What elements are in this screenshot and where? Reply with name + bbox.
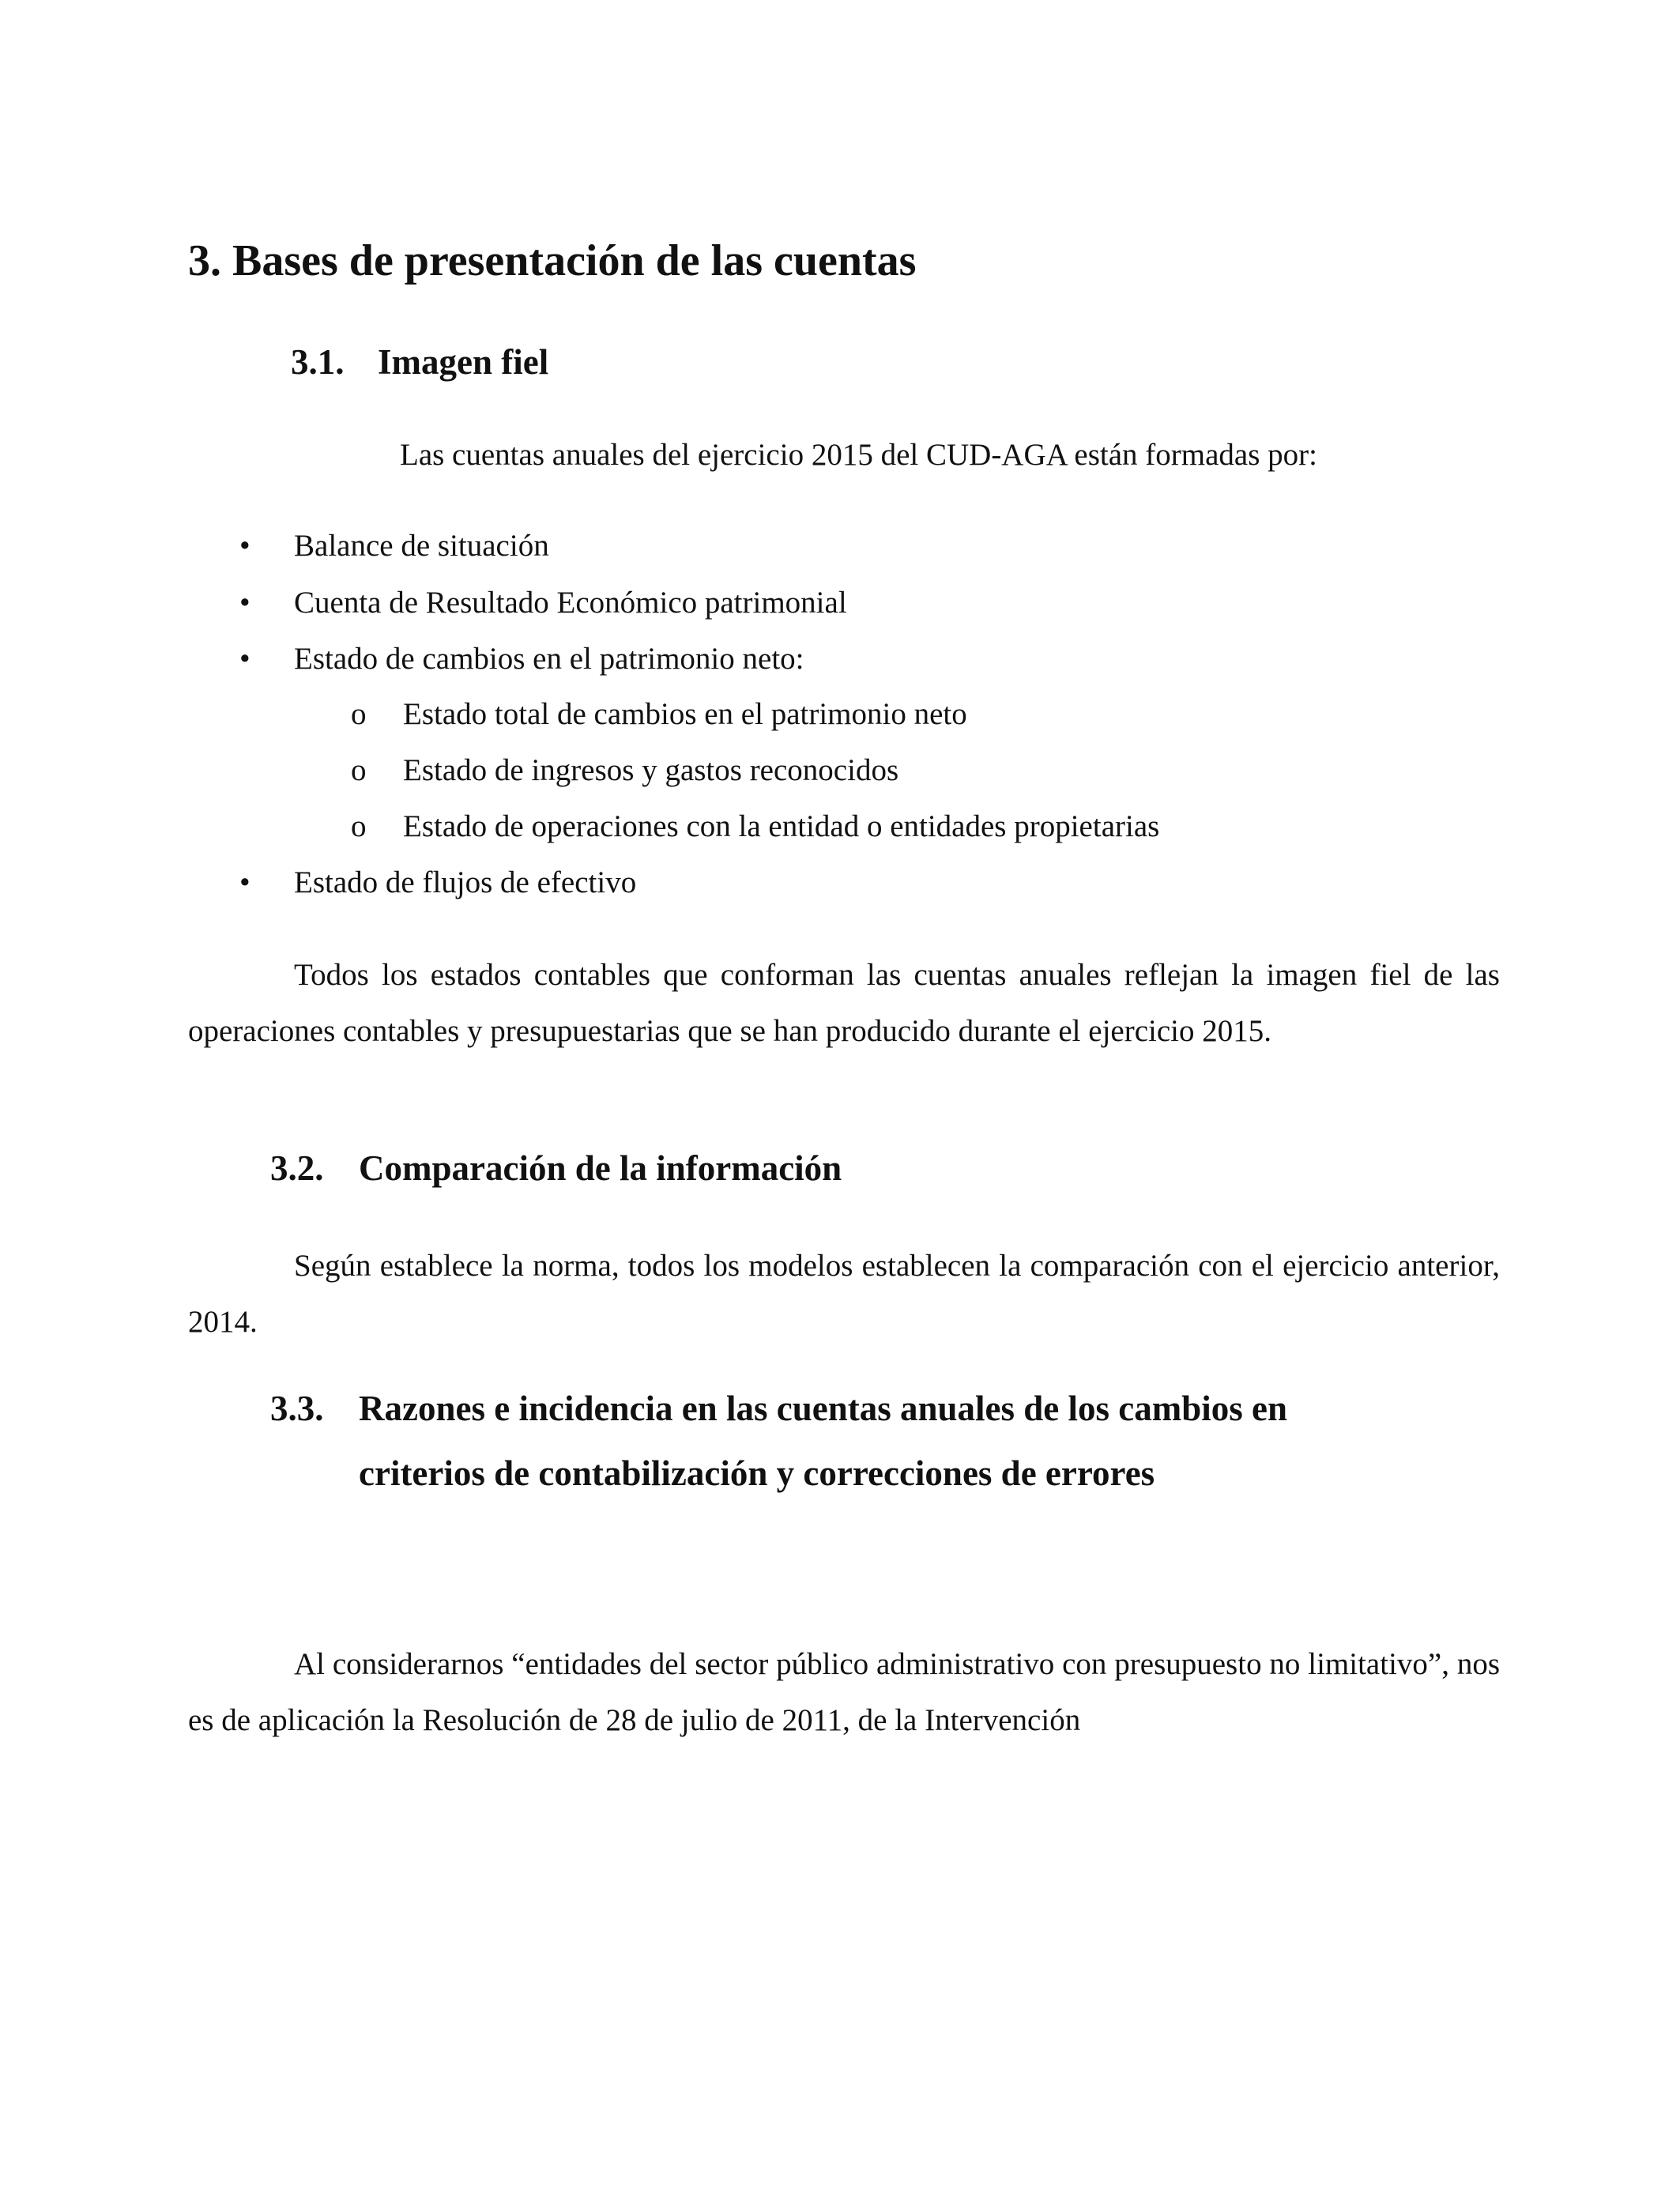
list-item: [239, 639, 804, 680]
list-item: [239, 862, 636, 903]
list-item: [239, 582, 847, 624]
sub-list-item: [351, 750, 898, 791]
list-item-text: Balance de situación: [294, 529, 549, 563]
paragraph: Todos los estados contables que conforman las cuentas anuales reflejan la imagen fiel de las operaciones contables y presupuestarias que se han producido durante el ejercicio 2015.: [188, 958, 1500, 1048]
subsection-number: 3.3.: [270, 1389, 324, 1428]
subsection-heading-3-3: [270, 1385, 1287, 1432]
sub-list-item: [351, 806, 1159, 847]
list-item-text: Estado de flujos de efectivo: [294, 865, 637, 899]
paragraph: Según establece la norma, todos los modelos establecen la comparación con el ejercicio anterior, 2014.: [188, 1249, 1500, 1339]
sub-list-item-text: Estado de ingresos y gastos reconocidos: [403, 753, 899, 787]
subsection-title: Comparación de la información: [359, 1148, 842, 1188]
subsection-heading-3-2: [270, 1144, 842, 1192]
list-item-text: Estado de cambios en el patrimonio neto:: [294, 642, 804, 676]
bullet-icon: •: [239, 642, 250, 676]
list-item-text: Cuenta de Resultado Económico patrimonial: [294, 586, 847, 620]
paragraph: Al considerarnos “entidades del sector público administrativo con presupuesto no limitativo”, nos es de aplicación la Resolución de 28 de julio de 2011, de la Intervención: [188, 1647, 1500, 1737]
sub-list-item: [351, 694, 967, 735]
circle-bullet-icon: o: [351, 697, 367, 731]
bullet-icon: •: [239, 529, 250, 563]
intro-text: Las cuentas anuales del ejercicio 2015 del CUD-AGA están formadas por:: [400, 438, 1317, 472]
subsection-number: 3.1.: [291, 342, 345, 382]
circle-bullet-icon: o: [351, 753, 367, 787]
bullet-icon: •: [239, 865, 250, 899]
bullet-icon: •: [239, 586, 250, 620]
subsection-heading-3-1: [291, 338, 548, 386]
list-item: [239, 526, 549, 567]
sub-list-item-text: Estado total de cambios en el patrimonio neto: [403, 697, 967, 731]
subsection-title: Imagen fiel: [378, 342, 549, 382]
subsection-title-continued: criterios de contabilización y correcciones de errores: [359, 1453, 1155, 1493]
circle-bullet-icon: o: [351, 809, 367, 843]
subsection-title: Razones e incidencia en las cuentas anuales de los cambios en: [359, 1389, 1288, 1428]
sub-list-item-text: Estado de operaciones con la entidad o entidades propietarias: [403, 809, 1160, 843]
subsection-number: 3.2.: [270, 1148, 324, 1188]
section-heading: 3. Bases de presentación de las cuentas: [188, 236, 917, 285]
